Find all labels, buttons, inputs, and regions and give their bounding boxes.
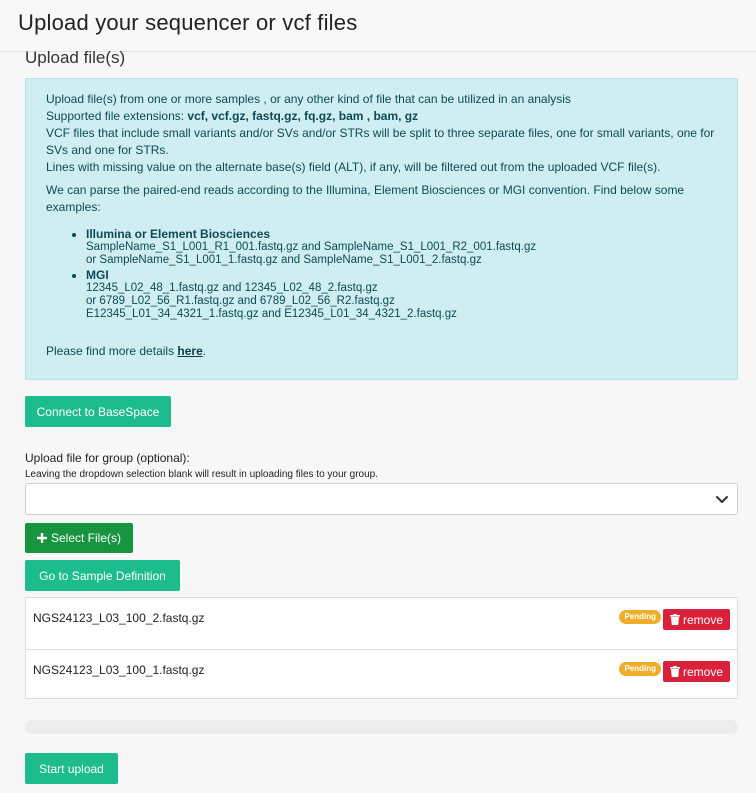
file-row — [26, 598, 737, 648]
group-label: Upload file for group (optional): — [25, 451, 190, 465]
details-suffix: . — [202, 344, 207, 358]
extensions-list: vcf, vcf.gz, fastq.gz, fq.gz, bam , bam, gz — [187, 109, 419, 123]
plus-icon — [37, 533, 47, 543]
trash-icon — [670, 666, 680, 677]
remove-label: remove — [682, 612, 723, 627]
info-extensions — [46, 108, 717, 125]
example-illumina — [86, 226, 717, 267]
remove-label: remove — [682, 664, 723, 679]
example-mgi — [86, 267, 717, 321]
select-files-button[interactable] — [25, 523, 133, 553]
upload-progress-bar — [25, 720, 738, 734]
info-intro: Upload file(s) from one or more samples , or any other kind of file that can be utilized in an analysis — [46, 92, 571, 106]
go-to-sample-definition-button[interactable]: Go to Sample Definition — [25, 560, 180, 591]
example-line: SampleName_S1_L001_R1_001.fastq.gz and SampleName_S1_L001_R2_001.fastq.gz — [86, 241, 537, 253]
connect-basespace-button[interactable]: Connect to BaseSpace — [25, 396, 171, 427]
info-details — [46, 343, 206, 360]
group-hint: Leaving the dropdown selection blank will result in uploading files to your group. — [25, 469, 378, 480]
example-line: or SampleName_S1_L001_1.fastq.gz and SampleName_S1_L001_2.fastq.gz — [86, 254, 482, 266]
extensions-label: Supported file extensions: — [46, 109, 188, 123]
example-line: or 6789_L02_56_R1.fastq.gz and 6789_L02_56_R2.fastq.gz — [86, 295, 395, 307]
info-paired-end: We can parse the paired-end reads according to the Illumina, Element Biosciences or MGI convention. Find below some examples: — [46, 183, 685, 214]
remove-button[interactable] — [663, 661, 730, 682]
chevron-down-icon — [715, 492, 729, 506]
examples-list — [46, 226, 717, 321]
file-row — [26, 649, 737, 699]
group-select[interactable] — [25, 483, 738, 515]
info-vcf-split: VCF files that include small variants and/or SVs and/or STRs will be split to three separate files, one for small variants, one for SVs and one for STRs. — [46, 126, 715, 157]
info-missing-alt: Lines with missing value on the alternate base(s) field (ALT), if any, will be filtered out from the uploaded VCF file(s). — [46, 160, 661, 174]
details-link[interactable]: here — [177, 344, 203, 358]
example-title: • MGI — [86, 268, 109, 282]
example-line: 12345_L02_48_1.fastq.gz and 12345_L02_48_2.fastq.gz — [86, 282, 378, 294]
example-title: • Illumina or Element Biosciences — [86, 227, 271, 241]
example-line: E12345_L01_34_4321_1.fastq.gz and E12345_L01_34_4321_2.fastq.gz — [86, 308, 457, 320]
file-name: NGS24123_L03_100_1.fastq.gz — [33, 663, 205, 677]
start-upload-button[interactable]: Start upload — [25, 753, 118, 784]
info-panel — [25, 78, 738, 380]
details-prefix: Please find more details — [46, 344, 178, 358]
remove-button[interactable] — [663, 609, 730, 630]
section-title: Upload file(s) — [25, 48, 126, 67]
file-list — [25, 597, 738, 699]
trash-icon — [670, 614, 680, 625]
status-badge: Pending — [619, 610, 661, 624]
page-title: Upload your sequencer or vcf files — [18, 10, 358, 35]
select-files-label: Select File(s) — [50, 531, 121, 545]
file-name: NGS24123_L03_100_2.fastq.gz — [33, 611, 205, 625]
page-header — [0, 0, 756, 52]
status-badge: Pending — [619, 662, 661, 676]
